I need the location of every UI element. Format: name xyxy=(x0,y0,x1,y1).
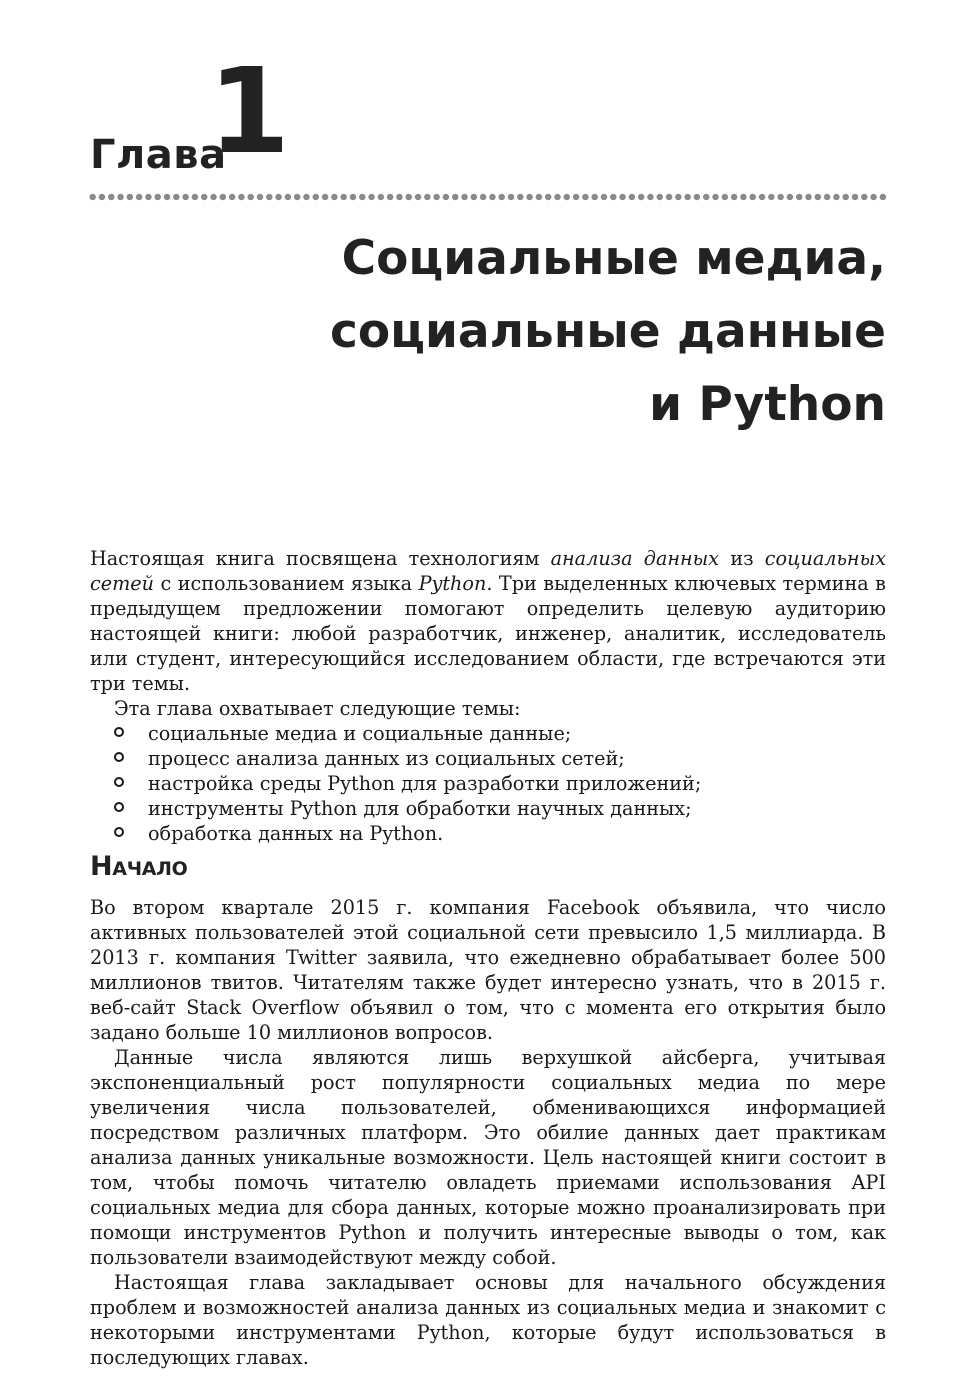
list-item xyxy=(90,821,886,846)
list-item xyxy=(90,746,886,771)
body-paragraph: Настоящая глава закладывает основы для начального обсуждения проблем и возможностей анализа данных из социальных медиа и знакомит с некоторыми инструментами Python, которые будут использоваться в последующих главах. xyxy=(90,1271,886,1369)
topic-list xyxy=(90,721,886,846)
text-run: . Три выделенных ключевых термина в предыдущем предложении помогают определить целевую аудиторию настоящей книги: любой разработчик, инженер, аналитик, исследователь или студент, интересующийся исследованием области, где встречаются эти три темы. xyxy=(90,572,886,695)
bullet-icon xyxy=(114,752,124,762)
text-run: Настоящая книга посвящена технологиям xyxy=(90,547,551,570)
text-run: из xyxy=(719,547,765,570)
text-run: с использованием языка xyxy=(154,572,419,595)
emphasis-term: Python xyxy=(418,572,487,595)
emphasis-term: социальных сетей xyxy=(90,547,887,595)
emphasis-term: анализа данных xyxy=(550,547,720,570)
list-item-text: социальные медиа и социальные данные; xyxy=(148,722,572,745)
bullet-icon xyxy=(114,802,124,812)
section-heading: Начало xyxy=(90,851,188,882)
bullet-icon xyxy=(114,777,124,787)
dotted-divider xyxy=(88,193,888,201)
intro-block xyxy=(90,546,886,846)
bullet-icon xyxy=(114,827,124,837)
chapter-title-line: и Python xyxy=(649,377,886,432)
bullet-icon xyxy=(114,727,124,737)
list-item xyxy=(90,721,886,746)
chapter-title-line: Социальные медиа, xyxy=(341,231,886,286)
list-item-text: настройка среды Python для разработки приложений; xyxy=(148,772,702,795)
list-item-text: процесс анализа данных из социальных сетей; xyxy=(148,747,625,770)
section-body xyxy=(90,895,886,1370)
list-item-text: инструменты Python для обработки научных данных; xyxy=(148,797,692,820)
topics-lead: Эта глава охватывает следующие темы: xyxy=(114,697,521,720)
chapter-title-line: социальные данные xyxy=(330,304,886,359)
list-item xyxy=(90,771,886,796)
chapter-title xyxy=(126,222,886,441)
list-item xyxy=(90,796,886,821)
chapter-label: Глава xyxy=(90,132,227,178)
intro-paragraph xyxy=(90,546,886,696)
body-paragraph: Данные числа являются лишь верхушкой айсберга, учитывая экспоненциальный рост популярности социальных медиа по мере увеличения числа пользователей, обменивающихся информацией посредством различных платформ. Это обилие данных дает практикам анализа данных уникальные возможности. Цель настоящей книги состоит в том, чтобы помочь читателю овладеть приемами использования API социальных медиа для сбора данных, которые можно проанализировать при помощи инструментов Python и получить интересные выводы о том, как пользователи взаимодействуют между собой. xyxy=(90,1046,886,1269)
list-item-text: обработка данных на Python. xyxy=(148,822,444,845)
body-paragraph: Во втором квартале 2015 г. компания Facebook объявила, что число активных пользователей этой социальной сети превысило 1,5 миллиарда. В 2013 г. компания Twitter заявила, что ежедневно обрабатывает более 500 миллионов твитов. Читателям также будет интересно узнать, что в 2015 г. веб-сайт Stack Overflow объявил о том, что с момента его открытия было задано больше 10 миллионов вопросов. xyxy=(90,896,886,1044)
chapter-number: 1 xyxy=(208,42,291,180)
